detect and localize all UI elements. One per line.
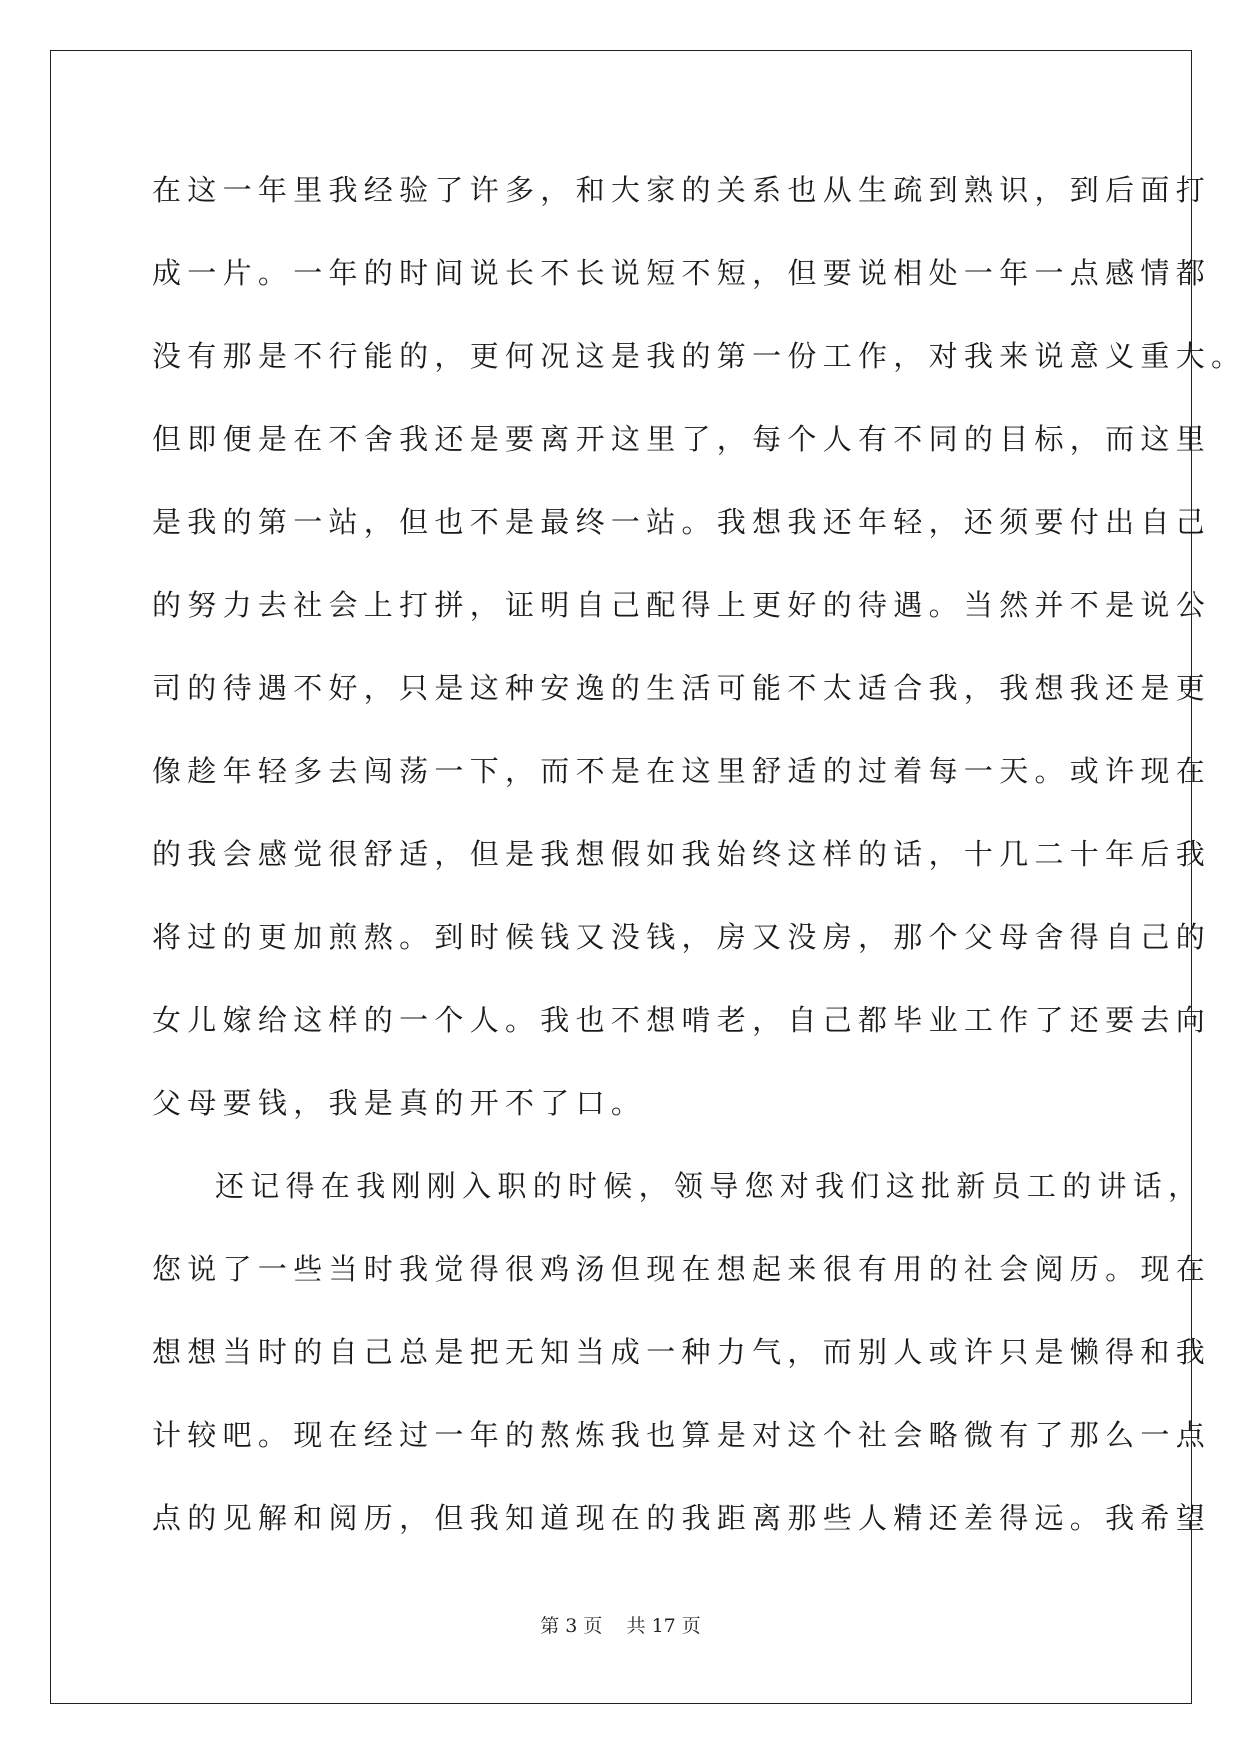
paragraph-start-line: 还记得在我刚刚入职的时候，领导您对我们这批新员工的讲话， bbox=[215, 1169, 1204, 1203]
text-line: 将过的更加煎熬。到时候钱又没钱，房又没房，那个父母舍得自己的 bbox=[152, 920, 1212, 954]
text-line: 女儿嫁给这样的一个人。我也不想啃老，自己都毕业工作了还要去向 bbox=[152, 1003, 1212, 1037]
text-line: 的我会感觉很舒适，但是我想假如我始终这样的话，十几二十年后我 bbox=[152, 837, 1212, 871]
text-line: 的努力去社会上打拼，证明自己配得上更好的待遇。当然并不是说公 bbox=[152, 588, 1212, 622]
text-line: 您说了一些当时我觉得很鸡汤但现在想起来很有用的社会阅历。现在 bbox=[152, 1252, 1212, 1286]
text-line: 成一片。一年的时间说长不长说短不短，但要说相处一年一点感情都 bbox=[152, 256, 1212, 290]
document-body bbox=[152, 162, 1246, 1573]
text-line: 司的待遇不好，只是这种安逸的生活可能不太适合我，我想我还是更 bbox=[152, 671, 1212, 705]
text-line: 计较吧。现在经过一年的熬炼我也算是对这个社会略微有了那么一点 bbox=[152, 1418, 1212, 1452]
text-line: 但即便是在不舍我还是要离开这里了，每个人有不同的目标，而这里 bbox=[152, 422, 1212, 456]
text-line: 是我的第一站，但也不是最终一站。我想我还年轻，还须要付出自己 bbox=[152, 505, 1212, 539]
text-line: 没有那是不行能的，更何况这是我的第一份工作，对我来说意义重大。 bbox=[152, 339, 1246, 373]
text-line: 像趁年轻多去闯荡一下，而不是在这里舒适的过着每一天。或许现在 bbox=[152, 754, 1212, 788]
page-number-footer: 第 3 页 共 17 页 bbox=[540, 1615, 701, 1637]
text-line: 父母要钱，我是真的开不了口。 bbox=[152, 1086, 647, 1120]
text-line: 在这一年里我经验了许多，和大家的关系也从生疏到熟识，到后面打 bbox=[152, 173, 1212, 207]
text-line: 点的见解和阅历，但我知道现在的我距离那些人精还差得远。我希望 bbox=[152, 1501, 1212, 1535]
text-line: 想想当时的自己总是把无知当成一种力气，而别人或许只是懒得和我 bbox=[152, 1335, 1212, 1369]
